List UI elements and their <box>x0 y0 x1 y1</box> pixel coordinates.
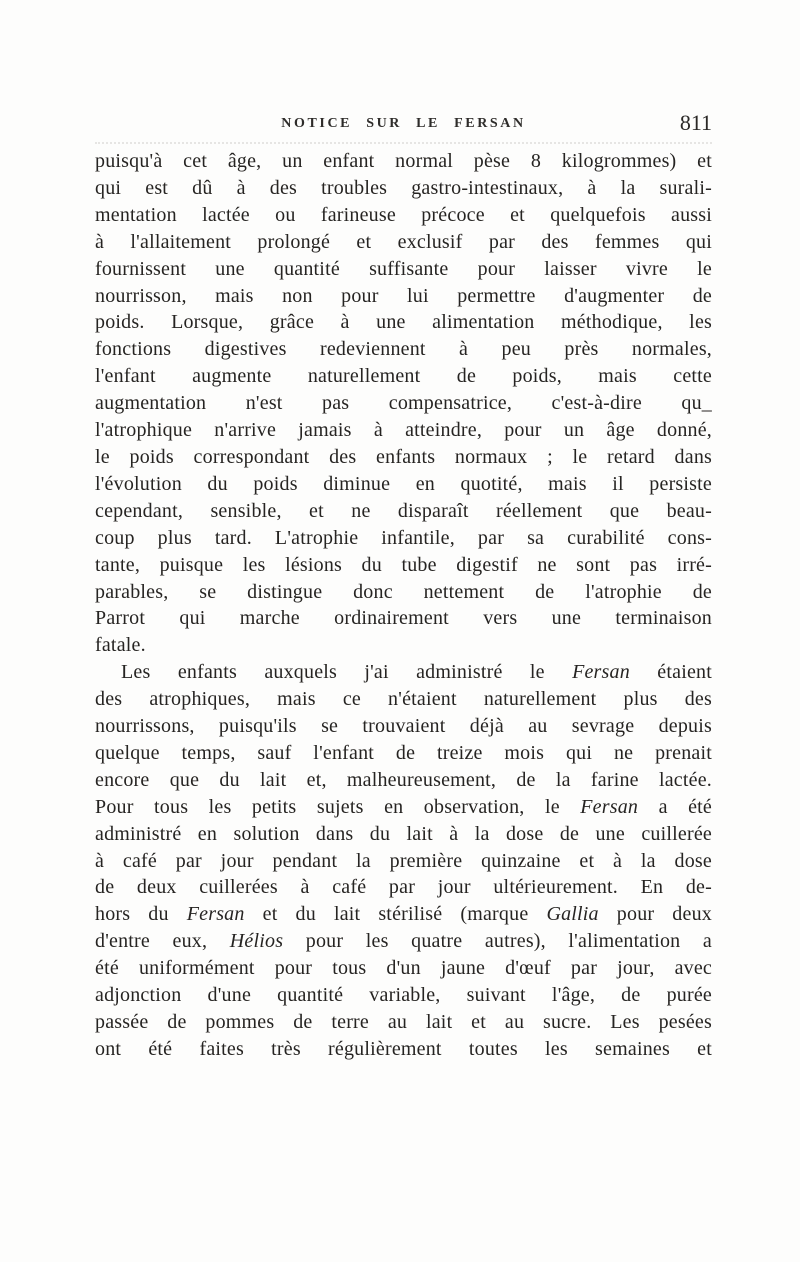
running-header <box>95 112 712 139</box>
text-line: coup plus tard. L'atrophie infantile, par sa curabilité cons- <box>95 526 712 549</box>
text-line: poids. Lorsque, grâce à une alimentation méthodique, les <box>95 311 712 334</box>
text-line: ont été faites très régulièrement toutes les semaines et <box>95 1037 712 1060</box>
text-line: Les enfants auxquels j'ai administré le Fersan étaient <box>121 661 712 684</box>
text-line: d'entre eux, Hélios pour les quatre autres), l'alimentation a <box>95 930 712 953</box>
text-line: cependant, sensible, et ne disparaît réellement que beau- <box>95 499 712 522</box>
text-line: passée de pommes de terre au lait et au sucre. Les pesées <box>95 1011 712 1033</box>
text-line: été uniformément pour tous d'un jaune d'œuf par jour, avec <box>95 957 712 980</box>
text-line: à café par jour pendant la première quinzaine et à la dose <box>95 849 712 872</box>
text-line: qui est dû à des troubles gastro-intestinaux, à la surali- <box>95 176 712 199</box>
text-line: puisqu'à cet âge, un enfant normal pèse 8 kilogrommes) et <box>95 150 712 172</box>
text-line: parables, se distingue donc nettement de l'atrophie de <box>95 580 712 603</box>
text-line: nourrisson, mais non pour lui permettre d'augmenter de <box>95 284 712 307</box>
text-line: fournissent une quantité suffisante pour laisser vivre le <box>95 257 712 280</box>
text-line: adjonction d'une quantité variable, suivant l'âge, de purée <box>95 984 712 1007</box>
text-line: tante, puisque les lésions du tube digestif ne sont pas irré- <box>95 553 712 576</box>
text-line: hors du Fersan et du lait stérilisé (marque Gallia pour deux <box>95 903 712 926</box>
text-line: fatale. <box>95 634 146 657</box>
text-line: de deux cuillerées à café par jour ultérieurement. En de- <box>95 876 712 899</box>
text-line: des atrophiques, mais ce n'étaient naturellement plus des <box>95 688 712 711</box>
body-text <box>95 148 712 1063</box>
running-title: NOTICE SUR LE FERSAN <box>281 116 526 131</box>
scan-artifact-line <box>95 142 712 144</box>
page-number: 811 <box>679 110 712 135</box>
text-line: quelque temps, sauf l'enfant de treize mois qui ne prenait <box>95 741 712 764</box>
text-line: l'atrophique n'arrive jamais à atteindre, pour un âge donné, <box>95 419 712 442</box>
text-block <box>95 112 712 1063</box>
text-line: encore que du lait et, malheureusement, de la farine lactée. <box>95 768 712 791</box>
text-line: l'enfant augmente naturellement de poids, mais cette <box>95 365 712 388</box>
text-line: fonctions digestives redeviennent à peu près normales, <box>95 338 712 361</box>
text-line: le poids correspondant des enfants normaux ; le retard dans <box>95 445 712 468</box>
text-line: Parrot qui marche ordinairement vers une terminaison <box>95 607 712 630</box>
text-line: Pour tous les petits sujets en observation, le Fersan a été <box>95 795 713 818</box>
text-line: à l'allaitement prolongé et exclusif par des femmes qui <box>95 230 712 253</box>
text-line: mentation lactée ou farineuse précoce et quelquefois aussi <box>95 203 712 226</box>
text-line: l'évolution du poids diminue en quotité, mais il persiste <box>95 472 712 495</box>
text-line: administré en solution dans du lait à la dose de une cuillerée <box>95 822 712 845</box>
text-line: nourrissons, puisqu'ils se trouvaient déjà au sevrage depuis <box>95 715 712 738</box>
text-line: augmentation n'est pas compensatrice, c'est-à-dire qu_ <box>95 392 712 415</box>
